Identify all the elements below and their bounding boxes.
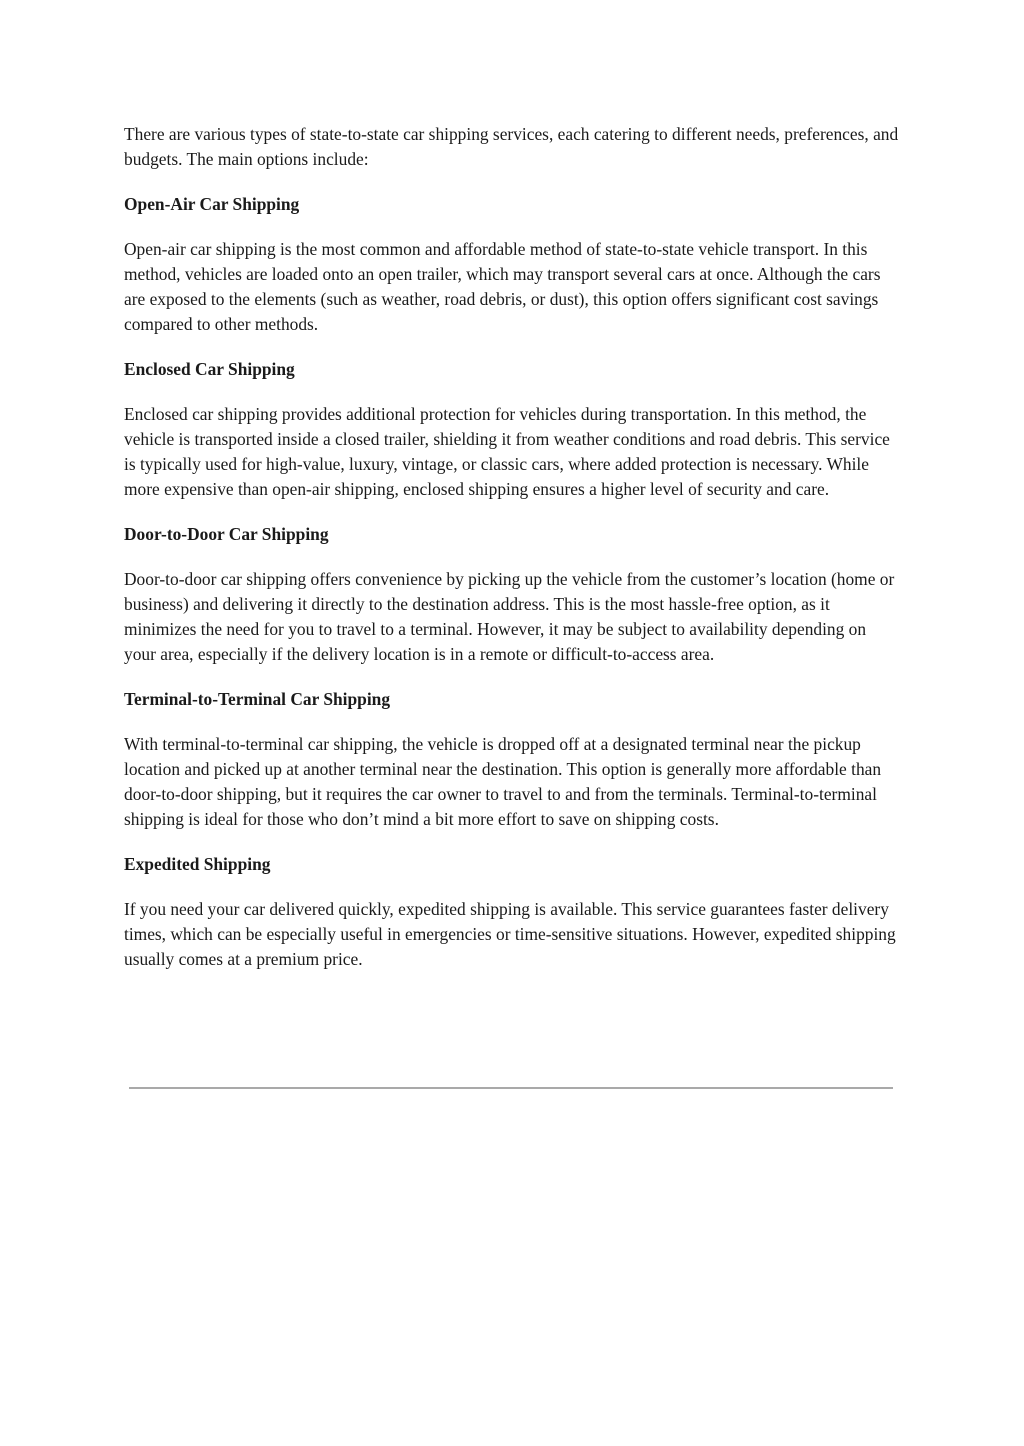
- heading-open-air: Open-Air Car Shipping: [124, 194, 300, 214]
- paragraph-terminal-to-terminal: With terminal-to-terminal car shipping, the vehicle is dropped off at a designated terminal near the pickup location and picked up at another terminal near the destination. This option is generally more affordable than door-to-door shipping, but it requires the car owner to travel to and from the terminals. Terminal-to-terminal shipping is ideal for those who don’t mind a bit more effort to save on shipping costs.: [124, 734, 882, 829]
- paragraph-open-air: Open-air car shipping is the most common and affordable method of state-to-state vehicle transport. In this method, vehicles are loaded onto an open trailer, which may transport several cars at once. Although the cars are exposed to the elements (such as weather, road debris, or dust), this option offers significant cost savings compared to other methods.: [124, 239, 881, 334]
- document-page: [124, 122, 902, 992]
- paragraph-enclosed: Enclosed car shipping provides additional protection for vehicles during transportation. In this method, the vehicle is transported inside a closed trailer, shielding it from weather conditions and road debris. This service is typically used for high-value, luxury, vintage, or classic cars, where added protection is necessary. While more expensive than open-air shipping, enclosed shipping ensures a higher level of security and care.: [124, 404, 890, 499]
- heading-terminal-to-terminal: Terminal-to-Terminal Car Shipping: [124, 689, 391, 709]
- paragraph-expedited: If you need your car delivered quickly, expedited shipping is available. This service guarantees faster delivery times, which can be especially useful in emergencies or time-sensitive situations. However, expedited shipping usually comes at a premium price.: [124, 899, 896, 969]
- intro-paragraph: There are various types of state-to-state car shipping services, each catering to different needs, preferences, and budgets. The main options include:: [124, 124, 899, 169]
- heading-enclosed: Enclosed Car Shipping: [124, 359, 295, 379]
- heading-door-to-door: Door-to-Door Car Shipping: [124, 524, 329, 544]
- horizontal-divider: [129, 1087, 893, 1089]
- heading-expedited: Expedited Shipping: [124, 854, 271, 874]
- paragraph-door-to-door: Door-to-door car shipping offers convenience by picking up the vehicle from the customer’s location (home or business) and delivering it directly to the destination address. This is the most hassle-free option, as it minimizes the need for you to travel to a terminal. However, it may be subject to availability depending on your area, especially if the delivery location is in a remote or difficult-to-access area.: [124, 569, 895, 664]
